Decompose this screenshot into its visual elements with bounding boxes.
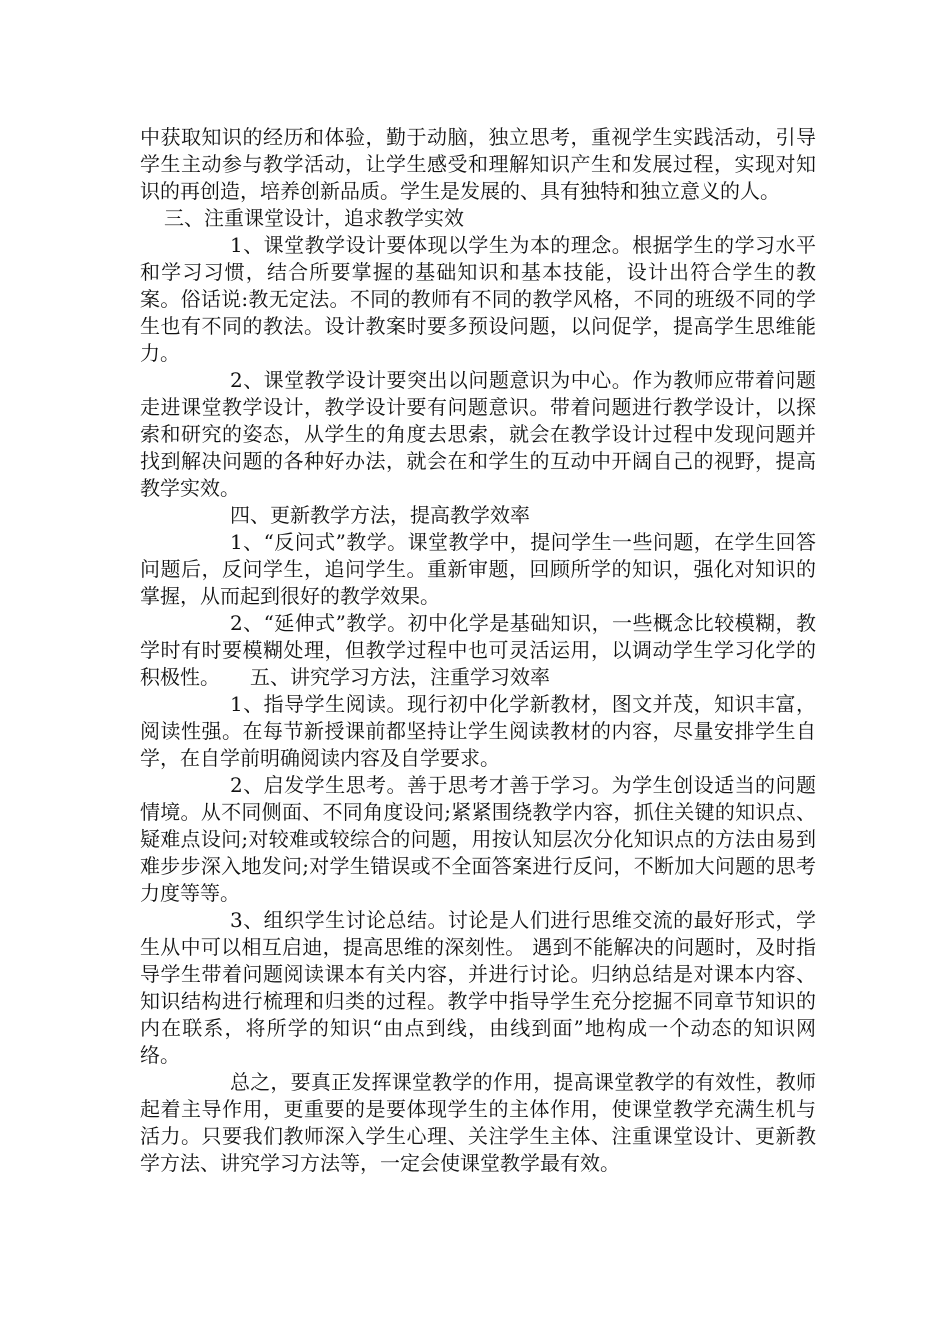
paragraph-4-1: 1、“反问式”教学。课堂教学中，提问学生一些问题，在学生回答问题后，反问学生，追问学生。重新审题，回顾所学的知识，强化对知识的掌握，从而起到很好的教学效果。 [140, 530, 816, 608]
paragraph-5-1: 1、指导学生阅读。现行初中化学新教材，图文并茂，知识丰富，阅读性强。在每节新授课前都坚持让学生阅读教材的内容，尽量安排学生自学，在自学前明确阅读内容及自学要求。 [140, 692, 816, 770]
paragraph-continuation: 中获取知识的经历和体验，勤于动脑，独立思考，重视学生实践活动，引导学生主动参与教学活动，让学生感受和理解知识产生和发展过程，实现对知识的再创造，培养创新品质。学生是发展的、具有独特和独立意义的人。 [140, 125, 816, 203]
section-heading-3: 三、注重课堂设计，追求教学实效 [164, 206, 464, 230]
section-heading-4: 四、更新教学方法，提高教学效率 [230, 503, 530, 527]
paragraph-3-1: 1、课堂教学设计要体现以学生为本的理念。根据学生的学习水平和学习习惯，结合所要掌握的基础知识和基本技能，设计出符合学生的教案。俗话说:教无定法。不同的教师有不同的教学风格，不同的班级不同的学生也有不同的教法。设计教案时要多预设问题，以问促学，提高学生思维能力。 [140, 233, 816, 365]
document-page [140, 124, 816, 1177]
paragraph-5-3: 3、组织学生讨论总结。讨论是人们进行思维交流的最好形式，学生从中可以相互启迪，提高思维的深刻性。 遇到不能解决的问题时，及时指导学生带着问题阅读课本有关内容，并进行讨论。归纳总结是对课本内容、知识结构进行梳理和归类的过程。教学中指导学生充分挖掘不同章节知识的内在联系，将所学的知识“由点到线，由线到面”地构成一个动态的知识网络。 [140, 908, 816, 1067]
paragraph-4-2: 2、“延伸式”教学。初中化学是基础知识，一些概念比较模糊，教学时有时要模糊处理，但教学过程中也可灵活运用，以调动学生学习化学的积极性。 五、讲究学习方法，注重学习效率 [140, 611, 816, 689]
paragraph-conclusion: 总之，要真正发挥课堂教学的作用，提高课堂教学的有效性，教师起着主导作用，更重要的是要体现学生的主体作用，使课堂教学充满生机与活力。只要我们教师深入学生心理、关注学生主体、注重课堂设计、更新教学方法、讲究学习方法等，一定会使课堂教学最有效。 [140, 1070, 816, 1175]
paragraph-3-2: 2、课堂教学设计要突出以问题意识为中心。作为教师应带着问题走进课堂教学设计，教学设计要有问题意识。带着问题进行教学设计，以探索和研究的姿态，从学生的角度去思索，就会在教学设计过程中发现问题并找到解决问题的各种好办法，就会在和学生的互动中开阔自己的视野，提高教学实效。 [140, 368, 816, 500]
paragraph-5-2: 2、启发学生思考。善于思考才善于学习。为学生创设适当的问题情境。从不同侧面、不同角度设问;紧紧围绕教学内容，抓住关键的知识点、疑难点设问;对较难或较综合的问题，用按认知层次分化知识点的方法由易到难步步深入地发问;对学生错误或不全面答案进行反问，不断加大问题的思考力度等等。 [140, 773, 816, 905]
